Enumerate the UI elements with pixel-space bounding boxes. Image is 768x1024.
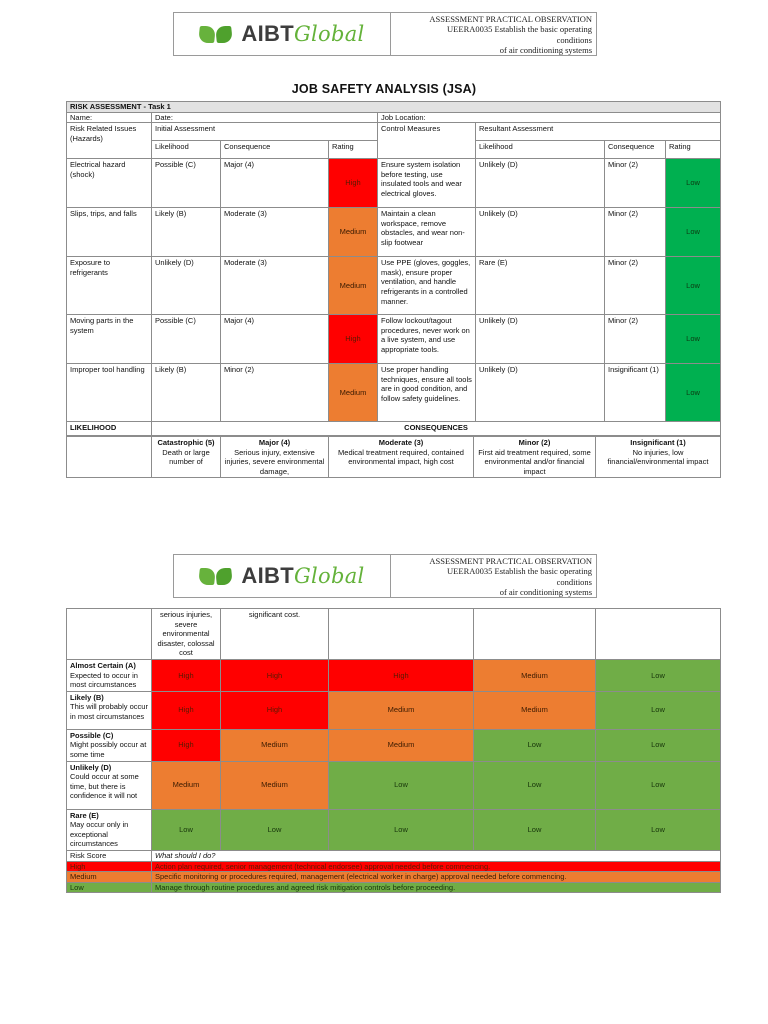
- matrix-cell: Low: [474, 729, 596, 761]
- legend-level: High: [67, 861, 152, 872]
- matrix-cell: Low: [474, 761, 596, 809]
- logo-brand: AIBT: [241, 21, 294, 46]
- hazard-row: [67, 159, 721, 208]
- logo-brand: AIBT: [241, 563, 294, 588]
- resultant-rating-cell: Low: [666, 257, 721, 315]
- control-cell: Use proper handling techniques, ensure all tools are in good condition, and follow safety guidelines.: [378, 364, 476, 422]
- legend-level: Medium: [67, 872, 152, 883]
- subheader-consequence: Consequence: [221, 141, 329, 159]
- matrix-cell: High: [152, 659, 221, 691]
- matrix-cell: Low: [596, 809, 721, 850]
- matrix-cell: High: [329, 659, 474, 691]
- consequence-level-name: Insignificant (1): [630, 438, 686, 447]
- resultant-likelihood-cell: Unlikely (D): [476, 315, 605, 364]
- assessment-line: of air conditioning systems: [499, 45, 592, 56]
- rating-cell: Medium: [329, 364, 378, 422]
- resultant-rating-cell: Low: [666, 364, 721, 422]
- risk-assessment-table: [66, 101, 721, 436]
- consequence-level-desc: serious injuries, severe environmental disaster, colossal cost: [152, 609, 221, 660]
- likelihood-cell: Possible (C): [152, 159, 221, 208]
- consequence-cell: Minor (2): [221, 364, 329, 422]
- control-cell: Ensure system isolation before testing, use insulated tools and wear electrical gloves.: [378, 159, 476, 208]
- consequence-level-desc: Medical treatment required, contained environmental impact, high cost: [338, 447, 464, 467]
- section-title: RISK ASSESSMENT - Task 1: [67, 102, 721, 113]
- subheader-likelihood: Likelihood: [476, 141, 605, 159]
- assessment-line: of air conditioning systems: [499, 587, 592, 598]
- legend-row: [67, 872, 721, 883]
- likelihood-level-name: Likely (B): [70, 692, 104, 702]
- col-initial-header: Initial Assessment: [152, 123, 378, 141]
- hazard-row: [67, 208, 721, 257]
- blank-cell: [329, 609, 474, 660]
- legend-row: [67, 882, 721, 893]
- blank-cell: [474, 609, 596, 660]
- legend-row: [67, 861, 721, 872]
- consequence-level-name: Minor (2): [518, 438, 551, 447]
- consequence-cell: Moderate (3): [221, 208, 329, 257]
- hazard-row: [67, 257, 721, 315]
- consequence-level-desc: significant cost.: [221, 609, 329, 660]
- matrix-cell: Low: [152, 809, 221, 850]
- subheader-consequence: Consequence: [605, 141, 666, 159]
- hazard-row: [67, 315, 721, 364]
- job-location-field[interactable]: Job Location:: [378, 112, 721, 123]
- matrix-row: [67, 659, 721, 691]
- assessment-line: UEERA0035 Establish the basic operating: [447, 24, 592, 35]
- col-hazards-header: Risk Related Issues (Hazards): [67, 123, 152, 159]
- aibt-logo: [174, 555, 391, 597]
- consequence-level-desc: Serious injury, extensive injuries, severe environmental damage,: [224, 447, 325, 476]
- rating-cell: High: [329, 315, 378, 364]
- matrix-cell: Low: [596, 659, 721, 691]
- hazard-cell: Slips, trips, and falls: [67, 208, 152, 257]
- likelihood-cell: Unlikely (D): [152, 257, 221, 315]
- likelihood-level-desc: Expected to occur in most circumstances: [70, 670, 138, 690]
- consequence-level-desc: No injuries, low financial/environmental impact: [607, 447, 709, 467]
- resultant-likelihood-cell: Unlikely (D): [476, 364, 605, 422]
- resultant-rating-cell: Low: [666, 159, 721, 208]
- control-cell: Follow lockout/tagout procedures, never work on a live system, and use appropriate tools.: [378, 315, 476, 364]
- matrix-cell: Low: [596, 761, 721, 809]
- resultant-likelihood-cell: Unlikely (D): [476, 208, 605, 257]
- logo-global: Global: [293, 564, 365, 588]
- date-field[interactable]: Date:: [152, 112, 378, 123]
- rating-cell: Medium: [329, 208, 378, 257]
- resultant-likelihood-cell: Unlikely (D): [476, 159, 605, 208]
- likelihood-heading: LIKELIHOOD: [67, 422, 152, 436]
- matrix-cell: Medium: [329, 729, 474, 761]
- hazard-cell: Exposure to refrigerants: [67, 257, 152, 315]
- consequence-level-name: Catastrophic (5): [157, 438, 215, 447]
- risk-matrix-table: [66, 608, 721, 893]
- legend-action: Specific monitoring or procedures required, management (electrical worker in charge) approval needed before commencing.: [152, 872, 721, 883]
- resultant-rating-cell: Low: [666, 208, 721, 257]
- col-control-header: Control Measures: [378, 123, 476, 159]
- document-header: [173, 554, 597, 598]
- page-title: JOB SAFETY ANALYSIS (JSA): [291, 82, 477, 96]
- likelihood-level-desc: Could occur at some time, but there is confidence it will not: [70, 772, 139, 801]
- control-cell: Maintain a clean workspace, remove obstacles, and wear non-slip footwear: [378, 208, 476, 257]
- assessment-info: [391, 13, 596, 55]
- aibt-logo: [174, 13, 391, 55]
- blank-cell: [67, 609, 152, 660]
- rating-cell: Medium: [329, 257, 378, 315]
- likelihood-cell: Likely (B): [152, 364, 221, 422]
- likelihood-level-desc: This will probably occur in most circumstances: [70, 702, 148, 721]
- consequence-cell: Major (4): [221, 315, 329, 364]
- assessment-line: conditions: [556, 34, 592, 45]
- consequence-level-desc: First aid treatment required, some environmental and/or financial impact: [478, 447, 591, 476]
- subheader-rating: Rating: [666, 141, 721, 159]
- consequence-cell: Moderate (3): [221, 257, 329, 315]
- resultant-consequence-cell: Minor (2): [605, 257, 666, 315]
- assessment-line: ASSESSMENT PRACTICAL OBSERVATION: [429, 556, 592, 566]
- document-header: [173, 12, 597, 56]
- matrix-cell: Medium: [474, 659, 596, 691]
- legend-action: Action plan required, senior management (technical endorsee) approval needed before commencing.: [152, 861, 721, 872]
- matrix-cell: Low: [596, 691, 721, 729]
- likelihood-level-name: Rare (E): [70, 810, 99, 820]
- matrix-cell: Medium: [474, 691, 596, 729]
- logo-global: Global: [293, 22, 365, 46]
- blank-cell: [67, 437, 152, 478]
- matrix-cell: Medium: [152, 761, 221, 809]
- consequence-level-name: Moderate (3): [378, 438, 424, 447]
- matrix-cell: High: [221, 691, 329, 729]
- resultant-consequence-cell: Insignificant (1): [605, 364, 666, 422]
- hazard-cell: Improper tool handling: [67, 364, 152, 422]
- consequences-heading: CONSEQUENCES: [152, 422, 721, 436]
- matrix-row: [67, 729, 721, 761]
- legend-action: Manage through routine procedures and agreed risk mitigation controls before proceeding.: [152, 882, 721, 893]
- hazard-cell: Moving parts in the system: [67, 315, 152, 364]
- likelihood-level-desc: Might possibly occur at some time: [70, 740, 147, 759]
- matrix-cell: Low: [329, 809, 474, 850]
- resultant-consequence-cell: Minor (2): [605, 315, 666, 364]
- likelihood-level-name: Almost Certain (A): [70, 660, 136, 670]
- likelihood-level-desc: May occur only in exceptional circumstances: [70, 820, 129, 849]
- consequence-levels-table: [66, 436, 721, 478]
- blank-cell: [596, 609, 721, 660]
- matrix-row: [67, 761, 721, 809]
- subheader-likelihood: Likelihood: [152, 141, 221, 159]
- matrix-row: [67, 809, 721, 850]
- assessment-line: ASSESSMENT PRACTICAL OBSERVATION: [429, 14, 592, 24]
- matrix-cell: Low: [221, 809, 329, 850]
- resultant-rating-cell: Low: [666, 315, 721, 364]
- risk-score-label: Risk Score: [67, 850, 152, 861]
- rating-cell: High: [329, 159, 378, 208]
- likelihood-level-name: Unlikely (D): [70, 762, 112, 772]
- matrix-cell: High: [152, 729, 221, 761]
- assessment-info: [391, 555, 596, 597]
- resultant-consequence-cell: Minor (2): [605, 159, 666, 208]
- legend-level: Low: [67, 882, 152, 893]
- matrix-row: [67, 691, 721, 729]
- matrix-cell: Medium: [221, 761, 329, 809]
- resultant-consequence-cell: Minor (2): [605, 208, 666, 257]
- matrix-cell: Medium: [221, 729, 329, 761]
- control-cell: Use PPE (gloves, goggles, mask), ensure proper ventilation, and handle refrigerants in a controlled manner.: [378, 257, 476, 315]
- consequence-level-name: Major (4): [258, 438, 291, 447]
- likelihood-cell: Possible (C): [152, 315, 221, 364]
- leaf-logo-icon: [199, 566, 235, 586]
- col-resultant-header: Resultant Assessment: [476, 123, 721, 141]
- risk-score-question: What should I do?: [152, 850, 721, 861]
- name-field[interactable]: Name:: [67, 112, 152, 123]
- matrix-cell: Medium: [329, 691, 474, 729]
- subheader-rating: Rating: [329, 141, 378, 159]
- likelihood-level-name: Possible (C): [70, 730, 114, 740]
- matrix-cell: Low: [329, 761, 474, 809]
- assessment-line: conditions: [556, 576, 592, 587]
- resultant-likelihood-cell: Rare (E): [476, 257, 605, 315]
- leaf-logo-icon: [199, 24, 235, 44]
- hazard-row: [67, 364, 721, 422]
- assessment-line: UEERA0035 Establish the basic operating: [447, 566, 592, 577]
- likelihood-cell: Likely (B): [152, 208, 221, 257]
- consequence-cell: Major (4): [221, 159, 329, 208]
- matrix-cell: Low: [474, 809, 596, 850]
- matrix-cell: Low: [596, 729, 721, 761]
- consequence-level-desc: Death or large number of: [162, 447, 210, 467]
- hazard-cell: Electrical hazard (shock): [67, 159, 152, 208]
- matrix-cell: High: [152, 691, 221, 729]
- matrix-cell: High: [221, 659, 329, 691]
